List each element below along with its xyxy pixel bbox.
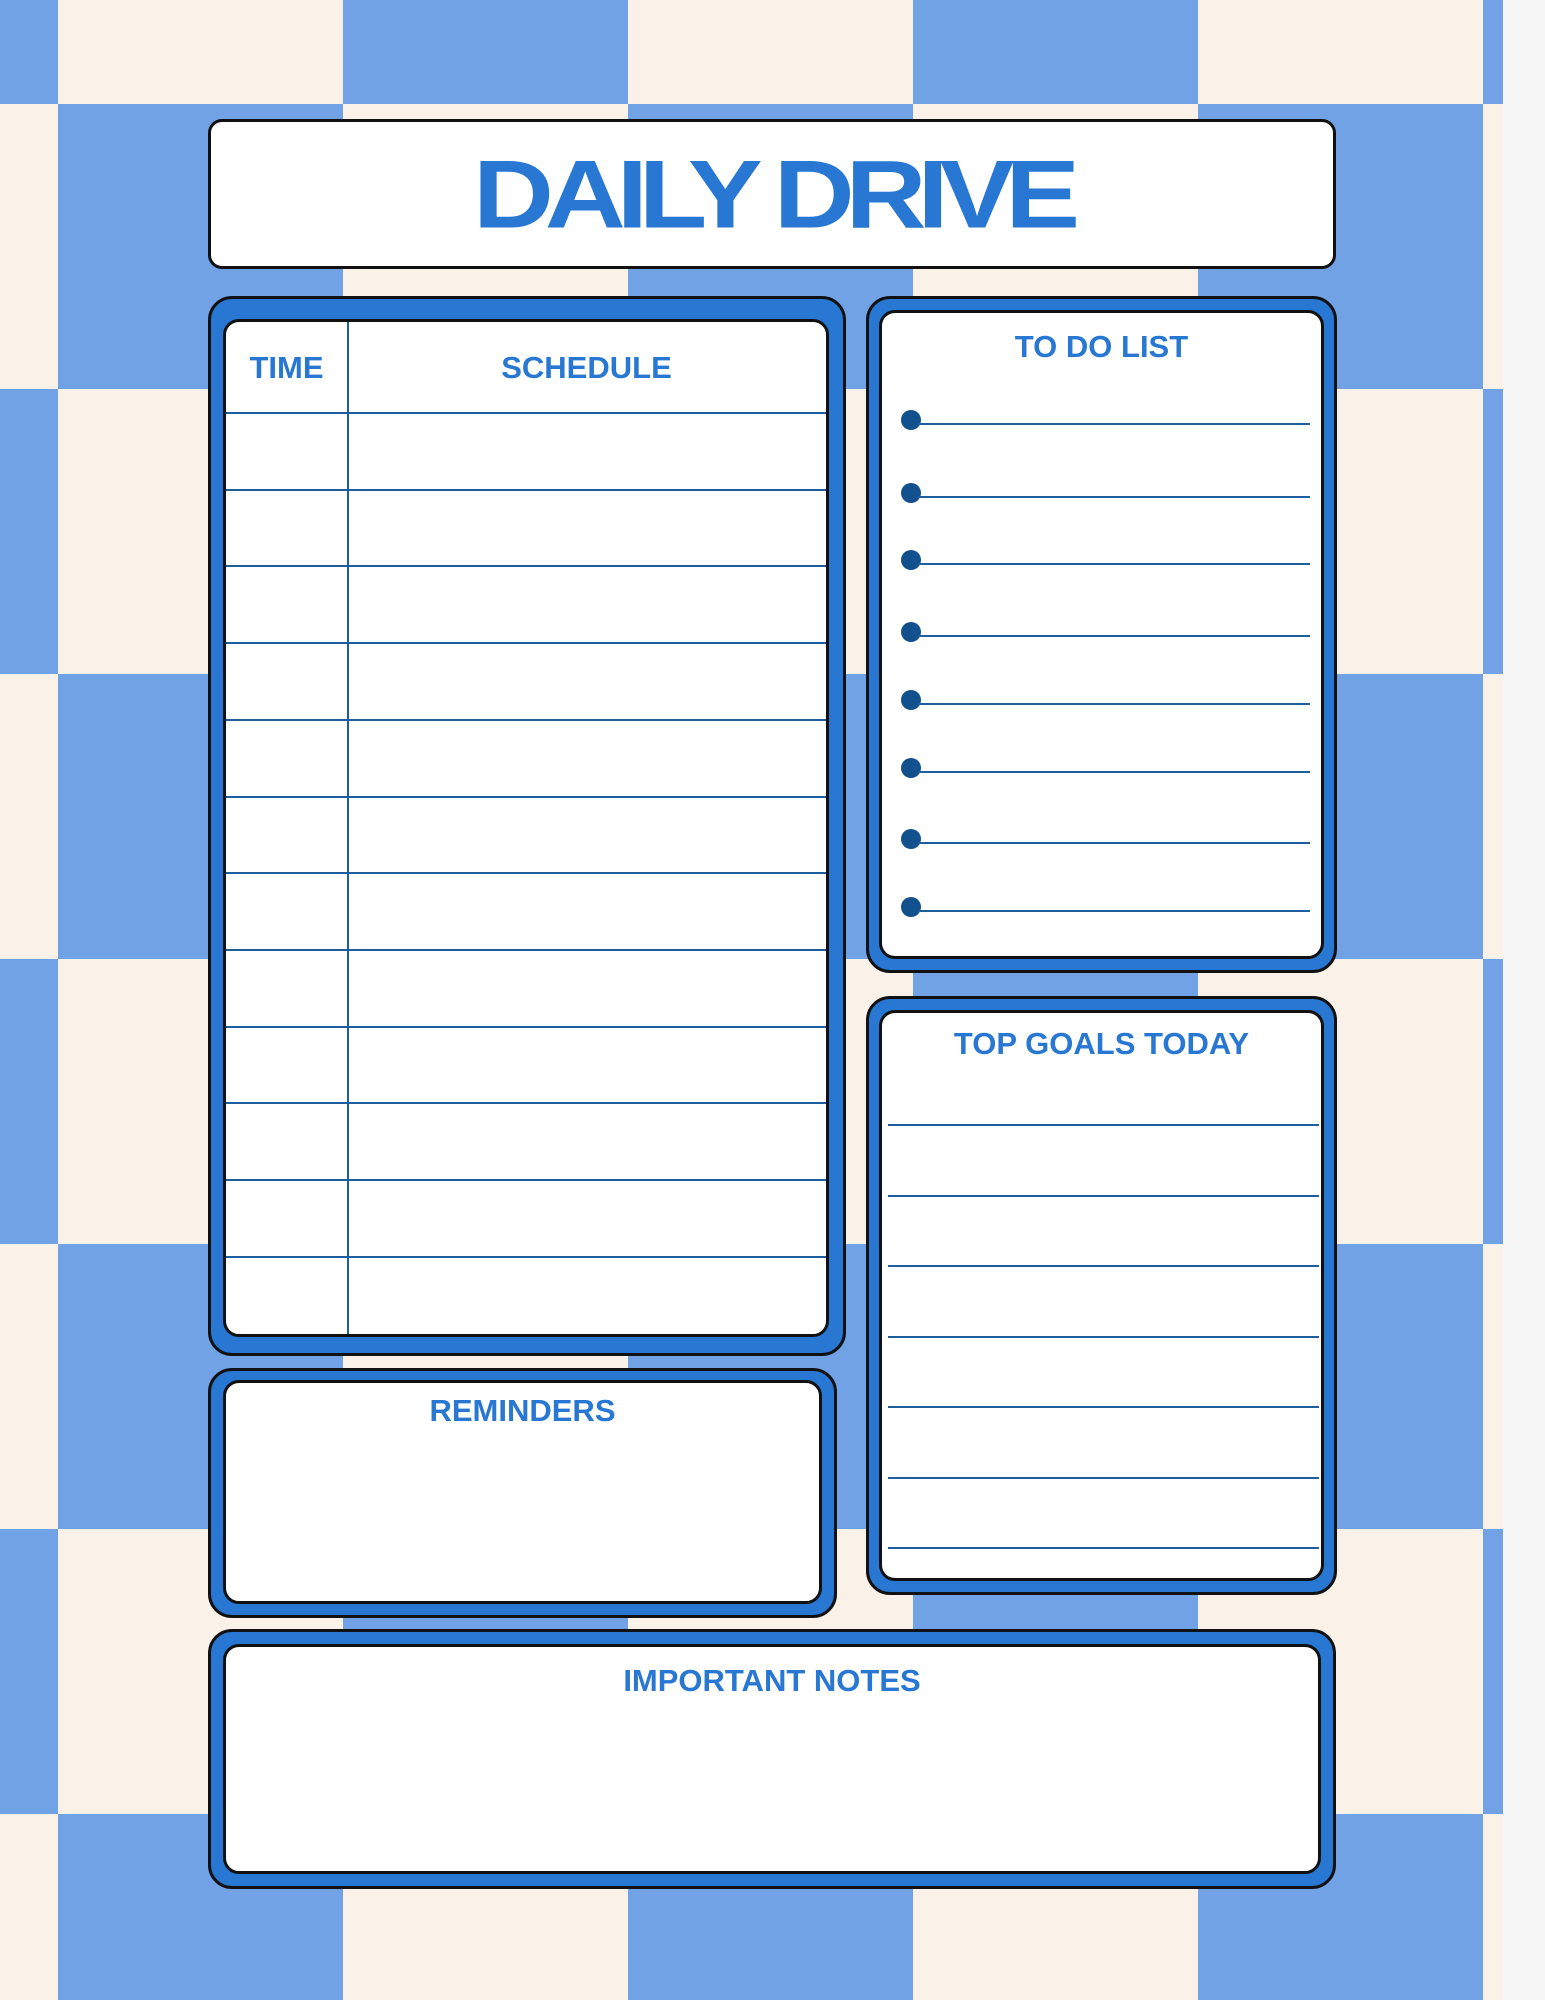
goal-line[interactable]: [888, 1195, 1319, 1197]
todo-bullet: [901, 483, 921, 503]
schedule-row-line: [226, 1179, 826, 1181]
schedule-row-line: [226, 1026, 826, 1028]
checker-square: [343, 0, 628, 104]
todo-panel: [866, 296, 1337, 973]
todo-bullet: [901, 829, 921, 849]
todo-bullet: [901, 897, 921, 917]
checker-square: [913, 0, 1198, 104]
todo-bullet: [901, 758, 921, 778]
todo-item-line[interactable]: [918, 703, 1310, 705]
todo-item-line[interactable]: [918, 635, 1310, 637]
todo-bullet: [901, 690, 921, 710]
goals-list: [879, 1010, 1324, 1581]
schedule-row-line: [226, 796, 826, 798]
goal-line[interactable]: [888, 1406, 1319, 1408]
schedule-header: SCHEDULE: [501, 350, 672, 385]
schedule-row-line: [226, 642, 826, 644]
todo-item-line[interactable]: [918, 771, 1310, 773]
schedule-row-line: [226, 1102, 826, 1104]
title-banner: [208, 119, 1336, 269]
todo-item-line[interactable]: [918, 910, 1310, 912]
goal-line[interactable]: [888, 1336, 1319, 1338]
page-title: DAILY DRIVE: [472, 140, 1072, 248]
goal-line[interactable]: [888, 1547, 1319, 1549]
todo-bullet: [901, 550, 921, 570]
checker-square: [0, 0, 58, 104]
checker-square: [1483, 1529, 1503, 1814]
todo-item-line[interactable]: [918, 423, 1310, 425]
checker-square: [1483, 0, 1503, 104]
todo-list: [879, 310, 1324, 959]
goal-line[interactable]: [888, 1124, 1319, 1126]
todo-item-line[interactable]: [918, 842, 1310, 844]
todo-bullet: [901, 622, 921, 642]
schedule-panel: [208, 296, 846, 1356]
time-column-divider: [347, 322, 349, 1337]
schedule-row-line: [226, 872, 826, 874]
goals-heading: TOP GOALS TODAY: [953, 1026, 1250, 1061]
schedule-row-line: [226, 565, 826, 567]
todo-item-line[interactable]: [918, 563, 1310, 565]
schedule-row-line: [226, 719, 826, 721]
notes-heading: IMPORTANT NOTES: [623, 1663, 921, 1698]
checker-square: [1483, 959, 1503, 1244]
schedule-row-line: [226, 949, 826, 951]
schedule-row-line: [226, 489, 826, 491]
time-header: TIME: [249, 350, 324, 385]
goal-line[interactable]: [888, 1477, 1319, 1479]
todo-item-line[interactable]: [918, 496, 1310, 498]
schedule-row-line: [226, 412, 826, 414]
schedule-row-line: [226, 1256, 826, 1258]
checker-square: [0, 389, 58, 674]
checker-square: [1483, 389, 1503, 674]
checker-square: [0, 959, 58, 1244]
reminders-area[interactable]: [223, 1380, 822, 1604]
todo-heading: TO DO LIST: [1014, 329, 1189, 364]
notes-panel: [208, 1629, 1336, 1889]
goals-panel: [866, 996, 1337, 1595]
reminders-heading: REMINDERS: [429, 1393, 616, 1428]
schedule-table: [223, 319, 829, 1337]
todo-bullet: [901, 410, 921, 430]
checker-square: [0, 1529, 58, 1814]
goal-line[interactable]: [888, 1265, 1319, 1267]
notes-area[interactable]: [223, 1644, 1321, 1874]
reminders-panel: [208, 1368, 837, 1618]
